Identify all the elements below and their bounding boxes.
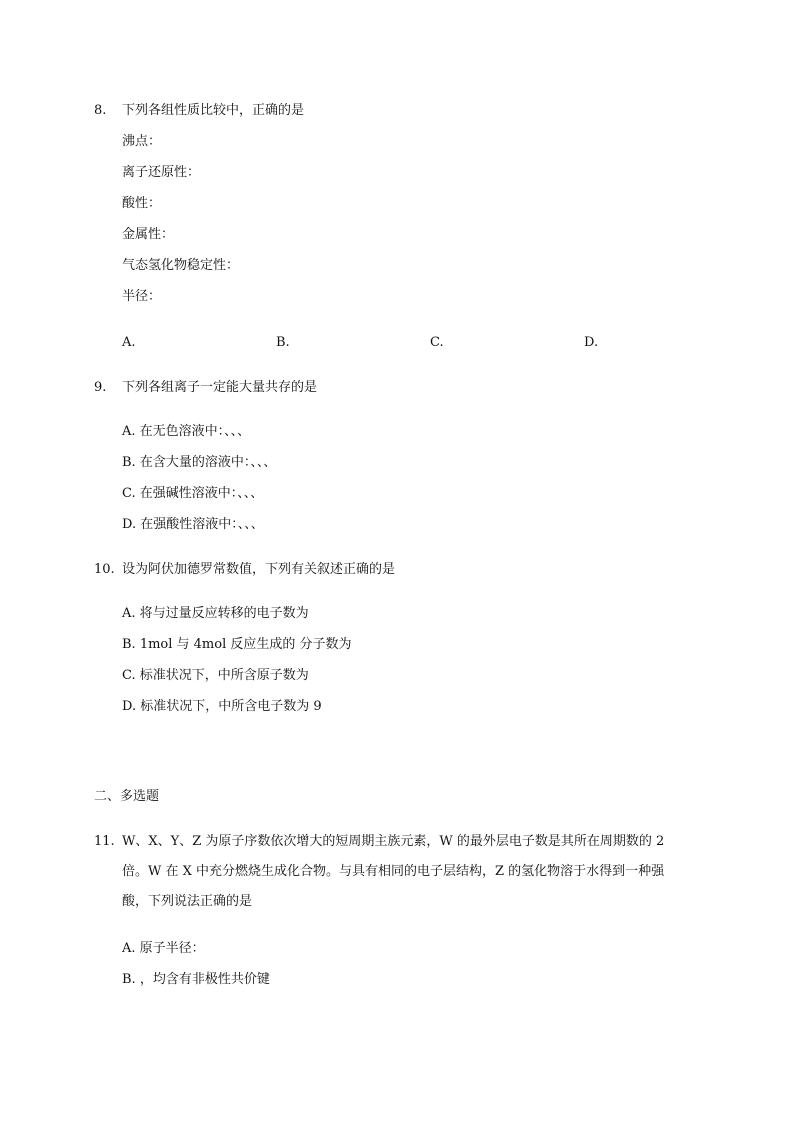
- q9-option-a[interactable]: A. 在无色溶液中：、、、: [122, 424, 251, 439]
- q11-option-b[interactable]: B. ，均含有非极性共价键: [122, 972, 270, 987]
- section-title-multiple-choice: 二、多选题: [94, 789, 160, 804]
- q9-number: 9.: [94, 380, 107, 395]
- q11-stem-line-3: 酸，下列说法正确的是: [122, 894, 253, 909]
- q11-stem-line-2: 倍。W 在 X 中充分燃烧生成化合物。与具有相同的电子层结构，Z 的氢化物溶于水得到一种强: [122, 864, 665, 879]
- q10-option-a[interactable]: A. 将与过量反应转移的电子数为: [122, 606, 309, 621]
- q8-item-metallicity: 金属性：: [122, 227, 175, 242]
- q11-stem-line-1: W、X、Y、Z 为原子序数依次增大的短周期主族元素，W 的最外层电子数是其所在周期数的 2: [122, 834, 665, 849]
- q10-option-c[interactable]: C. 标准状况下，中所含原子数为: [122, 668, 309, 683]
- q8-item-hydride-stability: 气态氢化物稳定性：: [122, 258, 240, 273]
- q8-stem: 下列各组性质比较中，正确的是: [122, 103, 305, 118]
- q10-option-d[interactable]: D. 标准状况下，中所含电子数为 9: [122, 699, 322, 714]
- q8-option-c[interactable]: C.: [430, 335, 444, 350]
- q9-stem: 下列各组离子一定能大量共存的是: [122, 380, 318, 395]
- q10-option-b[interactable]: B. 1mol 与 4mol 反应生成的 分子数为: [122, 637, 352, 652]
- q11-number: 11.: [94, 834, 115, 849]
- q8-item-boiling-point: 沸点：: [122, 134, 162, 149]
- q9-option-d[interactable]: D. 在强酸性溶液中：、、、: [122, 517, 264, 532]
- q10-stem: 设为阿伏加德罗常数值，下列有关叙述正确的是: [122, 562, 396, 577]
- q8-option-d[interactable]: D.: [584, 335, 599, 350]
- q8-option-a[interactable]: A.: [122, 335, 136, 350]
- q8-number: 8.: [94, 103, 107, 118]
- q8-option-b[interactable]: B.: [276, 335, 290, 350]
- q11-option-a[interactable]: A. 原子半径：: [122, 941, 205, 956]
- q9-option-c[interactable]: C. 在强碱性溶液中：、、、: [122, 486, 264, 501]
- q8-item-acidity: 酸性：: [122, 196, 162, 211]
- q8-item-radius: 半径：: [122, 289, 162, 304]
- q10-number: 10.: [94, 562, 115, 577]
- q9-option-b[interactable]: B. 在含大量的溶液中：、、、: [122, 455, 277, 470]
- q8-item-ion-reducibility: 离子还原性：: [122, 165, 201, 180]
